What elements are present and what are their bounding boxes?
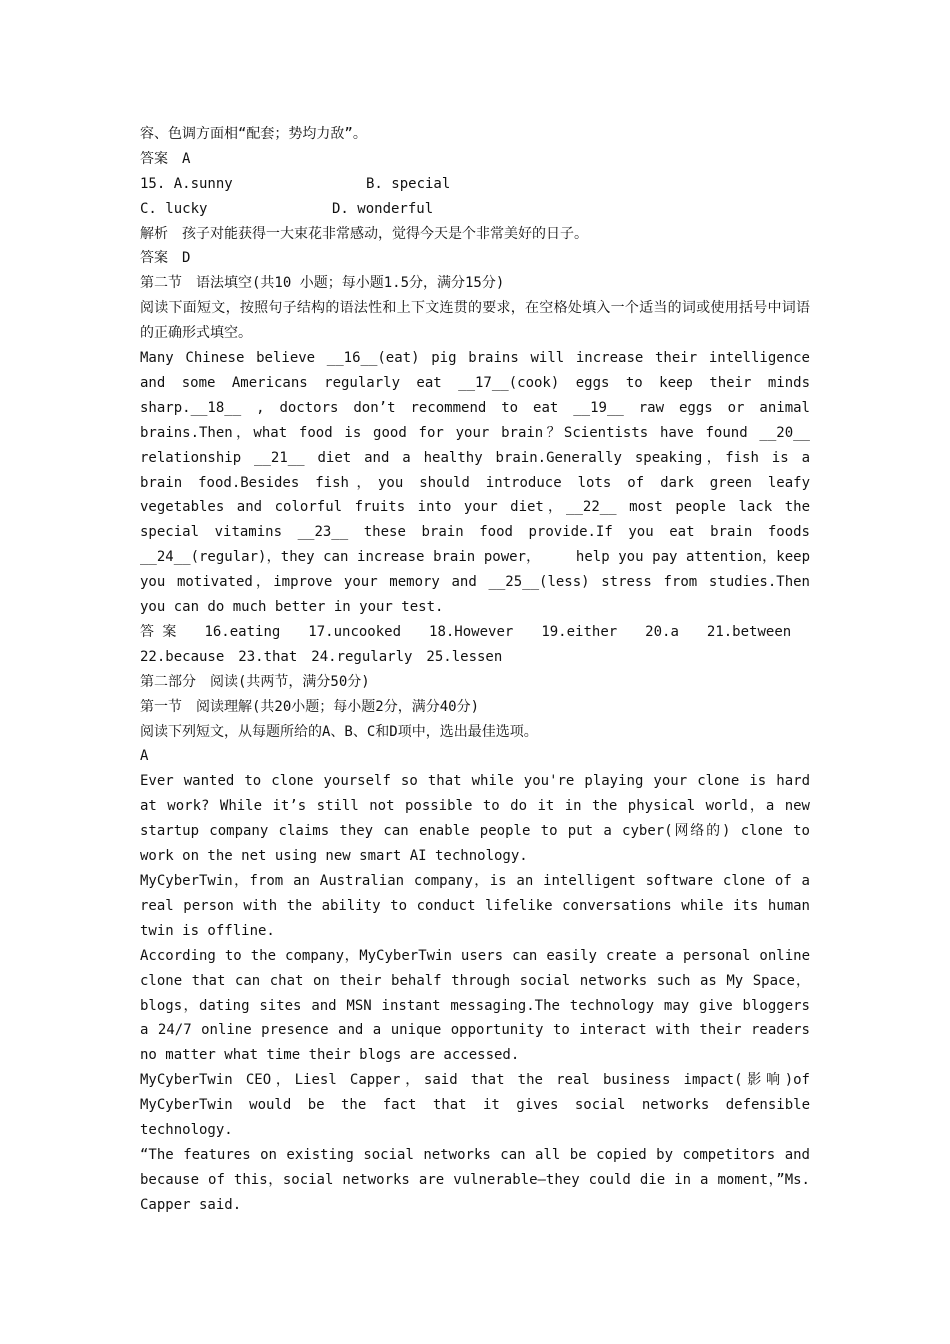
reading-paragraph-4: MyCyberTwin CEO，Liesl Capper，said that the real business impact(影响)of MyCyberTwin would be the fact that it gives social networks defensible technology. (140, 1072, 810, 1139)
answer-item: 18.However (429, 624, 514, 641)
q15-options-row2 (140, 197, 810, 222)
q15-answer: 答案 D (140, 250, 191, 267)
q15-option-a: 15. A.sunny (140, 175, 233, 192)
answer-item: 19.either (541, 624, 618, 641)
part2-heading: 第二部分 阅读(共两节，满分50分) (140, 673, 370, 690)
q15-analysis: 解析 孩子对能获得一大束花非常感动，觉得今天是个非常美好的日子。 (140, 225, 588, 242)
grammar-passage: Many Chinese believe __16__(eat) pig brains will increase their intelligence and some Americans regularly eat __17__(cook) eggs to keep their minds sharp.__18__ , doctors don’t recommend to eat __19__ raw eggs or animal brains.Then，what food is good for your brain？Scientists have found __20__ relationship __21__ diet and a healthy brain.Generally speaking，fish is a brain food.Besides fish，you should introduce lots of dark green leafy vegetables and colorful fruits into your diet，__22__ most people lack the special vitamins __23__ these brain food provide.If you eat brain foods __24__(regular)，they can increase brain power， help you pay attention，keep you motivated，improve your memory and __25__(less) stress from studies.Then you can do much better in your test. (140, 350, 810, 616)
answer-item: 17.uncooked (308, 624, 402, 641)
answer-item: 16.eating (204, 624, 281, 641)
grammar-answers-row1 (140, 620, 810, 645)
q15-option-d: D. wonderful (332, 200, 434, 217)
part2-section1-heading: 第一节 阅读理解(共20小题；每小题2分，满分40分) (140, 698, 479, 715)
answer-label: 答 案 (140, 624, 177, 641)
reading-paragraph-5: “The features on existing social networks can all be copied by competitors and because of this，social networks are vulnerable—they could die in a moment，”Ms. Capper said. (140, 1146, 810, 1213)
reading-paragraph-3: According to the company，MyCyberTwin users can easily create a personal online clone that can chat on their behalf through social networks such as My Space，blogs，dating sites and MSN instant messaging.The technology may give bloggers a 24/7 online presence and a unique opportunity to interact with their readers no matter what time their blogs are accessed. (140, 947, 810, 1064)
answer-14: 答案 A (140, 150, 191, 167)
reading-paragraph-2: MyCyberTwin，from an Australian company，is an intelligent software clone of a real person with the ability to conduct lifelike conversations while its human twin is offline. (140, 872, 810, 939)
reading-paragraph-1: Ever wanted to clone yourself so that while you're playing your clone is hard at work? While it’s still not possible to do it in the physical world，a new startup company claims they can enable people to put a cyber(网络的) clone to work on the net using new smart AI technology. (140, 773, 810, 865)
q15-option-c: C. lucky (140, 200, 208, 217)
section2-instructions: 阅读下面短文，按照句子结构的语法性和上下文连贯的要求，在空格处填入一个适当的词或使用括号中词语的正确形式填空。 (140, 300, 810, 342)
q15-options-row1 (140, 172, 810, 197)
passage-label: A (140, 748, 149, 765)
answer-item: 20.a (645, 624, 679, 641)
intro-line: 容、色调方面相“配套；势均力敌”。 (140, 126, 367, 142)
answer-item: 21.between (706, 624, 792, 641)
section2-heading: 第二节 语法填空(共10 小题；每小题1.5分，满分15分) (140, 275, 505, 292)
part2-instructions: 阅读下列短文，从每题所给的A、B、C和D项中，选出最佳选项。 (140, 723, 538, 740)
grammar-answers-row2: 22.because 23.that 24.regularly 25.lessen (140, 648, 503, 665)
q15-option-b: B. special (366, 175, 451, 192)
